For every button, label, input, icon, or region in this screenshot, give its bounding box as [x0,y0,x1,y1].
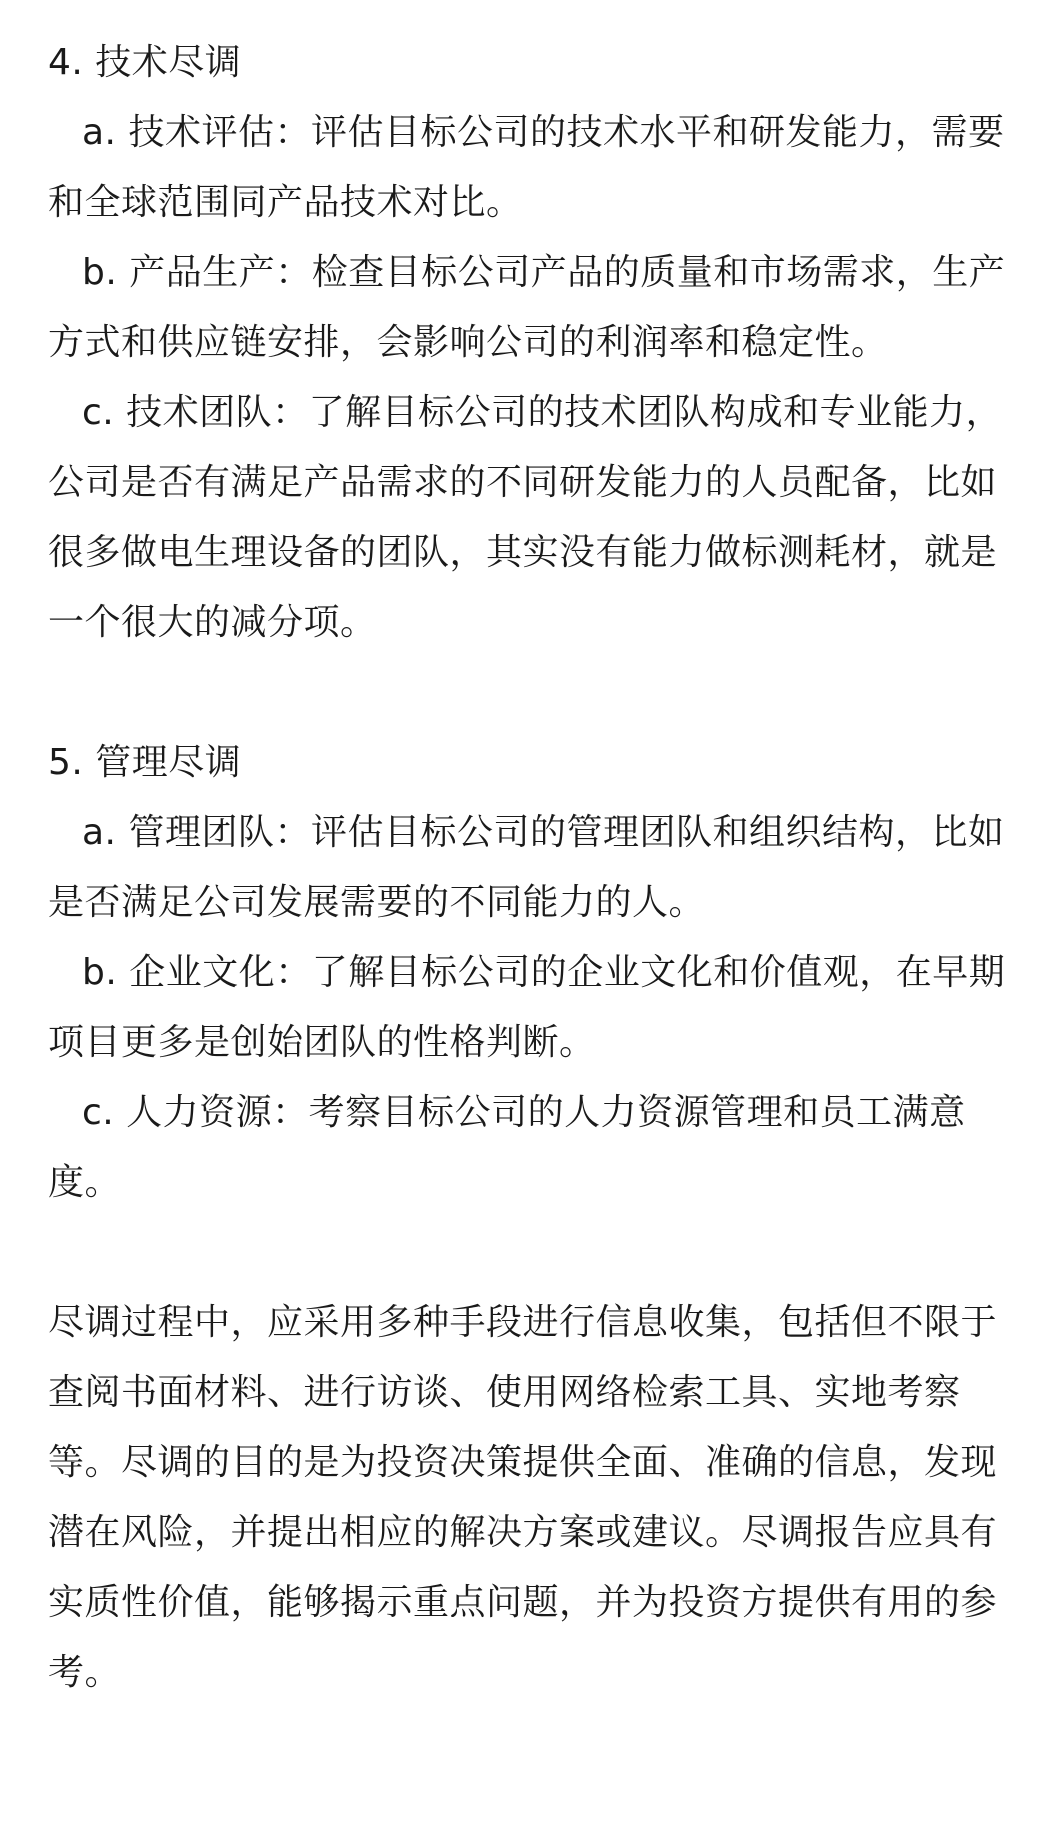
list-item: c. 人力资源：考察目标公司的人力资源管理和员工满意度。 [48,1092,966,1203]
section-spacer [48,1218,1008,1288]
section-heading: 4. 技术尽调 [48,42,242,83]
list-item: b. 企业文化：了解目标公司的企业文化和价值观，在早期项目更多是创始团队的性格判断。 [48,952,1006,1063]
list-item: b. 产品生产：检查目标公司产品的质量和市场需求，生产方式和供应链安排，会影响公司的利润率和稳定性。 [48,252,1006,363]
section-spacer [48,658,1008,728]
section-heading: 5. 管理尽调 [48,742,242,783]
list-item: a. 技术评估：评估目标公司的技术水平和研发能力，需要和全球范围同产品技术对比。 [48,112,1005,223]
section-management-dd [48,728,1008,1218]
document-body [48,28,1008,1708]
list-item: a. 管理团队：评估目标公司的管理团队和组织结构，比如是否满足公司发展需要的不同能力的人。 [48,812,1005,923]
conclusion-paragraph: 尽调过程中，应采用多种手段进行信息收集，包括但不限于查阅书面材料、进行访谈、使用网络检索工具、实地考察等。尽调的目的是为投资决策提供全面、准确的信息，发现潜在风险，并提出相应的解决方案或建议。尽调报告应具有实质性价值，能够揭示重点问题，并为投资方提供有用的参考。 [48,1302,998,1693]
section-technical-dd [48,28,1008,658]
list-item: c. 技术团队：了解目标公司的技术团队构成和专业能力，公司是否有满足产品需求的不同研发能力的人员配备，比如很多做电生理设备的团队，其实没有能力做标测耗材，就是一个很大的减分项。 [48,392,1003,643]
